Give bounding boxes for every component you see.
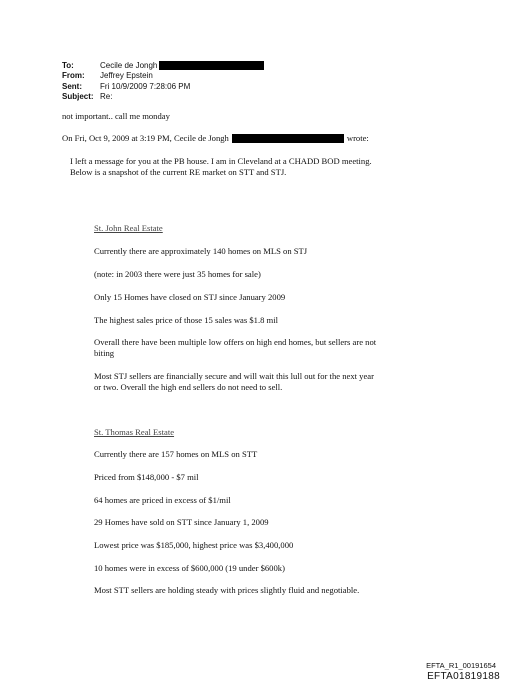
stt-line: 10 homes were in excess of $600,000 (19 under $600k): [94, 563, 285, 573]
sent-row: [62, 82, 264, 92]
quote-intro-suffix: wrote:: [346, 133, 369, 143]
stt-line: Currently there are 157 homes on MLS on STT: [94, 449, 258, 459]
to-label: To:: [62, 61, 74, 70]
stj-line: Only 15 Homes have closed on STJ since January 2009: [94, 292, 286, 302]
subject-row: [62, 92, 264, 102]
quote-intro: [62, 133, 369, 143]
stj-line: Currently there are approximately 140 homes on MLS on STJ: [94, 246, 308, 256]
stj-line: or two. Overall the high end sellers do not need to sell.: [94, 382, 283, 392]
subject-label: Subject:: [62, 91, 94, 101]
email-header: [62, 61, 264, 102]
subject-value: Re:: [100, 91, 113, 101]
document-id: EFTA01819188: [427, 671, 500, 682]
stt-line: 29 Homes have sold on STT since January 1, 2009: [94, 517, 269, 527]
stj-heading: St. John Real Estate: [94, 223, 163, 233]
stj-line: biting: [94, 348, 115, 358]
redaction-bar: [159, 61, 264, 70]
intro-line: I left a message for you at the PB house. I am in Cleveland at a CHADD BOD meeting.: [70, 156, 372, 166]
bates-number: EFTA_R1_00191654: [426, 661, 496, 670]
stt-heading: St. Thomas Real Estate: [94, 427, 175, 437]
to-value: Cecile de Jongh: [100, 61, 158, 70]
stt-line: Most STT sellers are holding steady with prices slightly fluid and negotiable.: [94, 585, 360, 595]
stj-line: (note: in 2003 there were just 35 homes for sale): [94, 269, 261, 279]
sent-value: Fri 10/9/2009 7:28:06 PM: [100, 81, 191, 91]
stt-line: Lowest price was $185,000, highest price was $3,400,000: [94, 540, 294, 550]
from-row: [62, 71, 264, 81]
stj-line: Most STJ sellers are financially secure and will wait this lull out for the next year: [94, 371, 374, 381]
stj-line: The highest sales price of those 15 sales was $1.8 mil: [94, 315, 279, 325]
stt-line: Priced from $148,000 - $7 mil: [94, 472, 199, 482]
sent-label: Sent:: [62, 81, 82, 91]
from-value: Jeffrey Epstein: [100, 71, 153, 81]
intro-line: Below is a snapshot of the current RE market on STT and STJ.: [70, 167, 287, 177]
stj-line: Overall there have been multiple low offers on high end homes, but sellers are not: [94, 337, 377, 347]
from-label: From:: [62, 71, 85, 81]
stt-line: 64 homes are priced in excess of $1/mil: [94, 495, 231, 505]
to-row: [62, 61, 264, 71]
reply-text: not important.. call me monday: [62, 111, 170, 121]
quote-intro-prefix: On Fri, Oct 9, 2009 at 3:19 PM, Cecile de Jongh: [62, 133, 229, 143]
redaction-bar: [232, 134, 344, 143]
